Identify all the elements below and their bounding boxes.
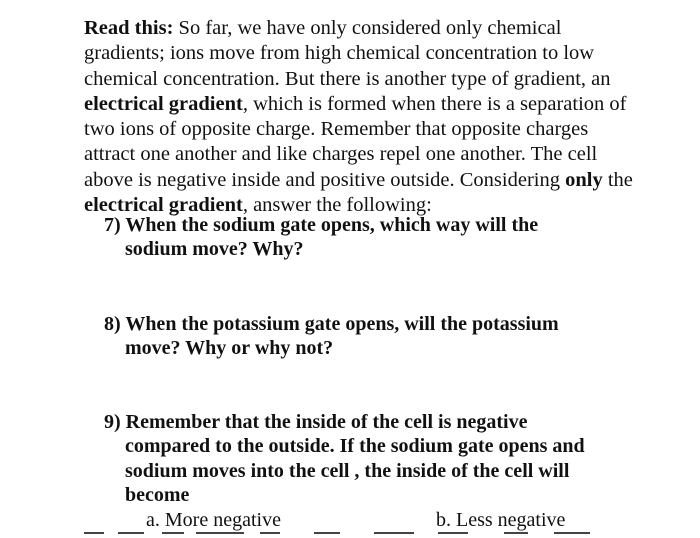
question-number: 8) [104, 313, 121, 335]
question-number: 9) [104, 411, 121, 433]
question-line: sodium moves into the cell , the inside of the cell will [125, 459, 570, 482]
question-line: Remember that the inside of the cell is negative [125, 411, 528, 433]
intro-paragraph [84, 16, 644, 218]
intro-text-3: the [602, 168, 633, 191]
question-7 [104, 213, 644, 262]
only-emphasis: only [565, 168, 603, 191]
question-line: compared to the outside. If the sodium gate opens and [125, 435, 585, 458]
question-9 [104, 410, 644, 508]
option-b: b. Less negative [436, 509, 566, 531]
question-line: move? Why or why not? [125, 337, 334, 360]
intro-text-4: , answer the following: [242, 194, 432, 217]
option-a: a. More negative [146, 509, 281, 531]
read-this-label: Read this: [84, 17, 174, 39]
question-line: When the sodium gate opens, which way will the [125, 214, 539, 236]
intro-text-2: , which is formed when there is a separation of two ions of opposite charge. Remember that opposite charges attract one another and like charges repel one another. The cell above is negative inside and positive outside. Considering [84, 92, 627, 191]
question-8 [104, 312, 644, 361]
question-line: When the potassium gate opens, will the potassium [125, 313, 559, 335]
electrical-gradient-term: electrical gradient [84, 92, 243, 115]
intro-text-1: So far, we have only considered only chemical gradients; ions move from high chemical concentration to low chemical concentration. But there is another type of gradient, an [84, 17, 611, 90]
question-line: sodium move? Why? [125, 238, 304, 261]
question-number: 7) [104, 214, 121, 236]
question-line: become [125, 484, 190, 507]
cut-off-text-line [84, 532, 644, 538]
electrical-gradient-term-2: electrical gradient [84, 194, 243, 217]
